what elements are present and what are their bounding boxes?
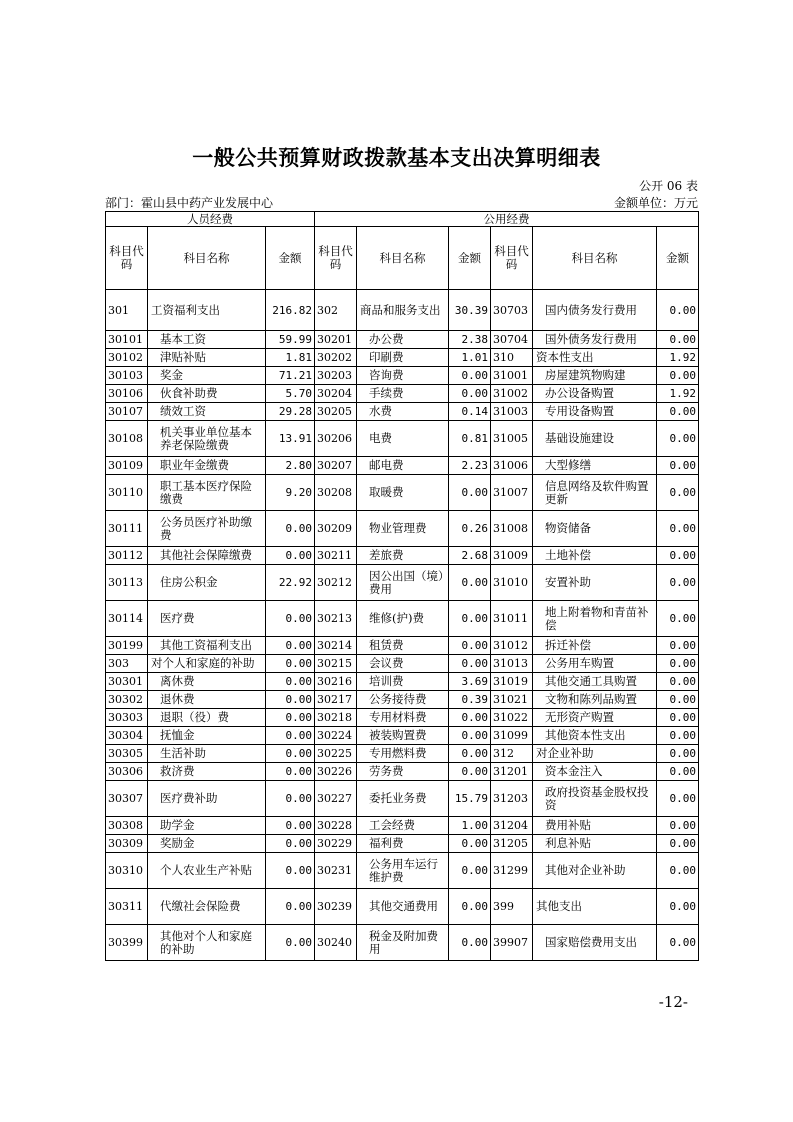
subject-name: 生活补助 <box>148 745 266 763</box>
amount-value: 5.70 <box>266 385 315 403</box>
subject-code: 30216 <box>315 673 357 691</box>
amount-value: 1.00 <box>449 817 491 835</box>
subject-name: 其他支出 <box>533 889 657 925</box>
amount-value: 0.00 <box>657 835 699 853</box>
subject-name: 资本性支出 <box>533 349 657 367</box>
subject-code: 30114 <box>106 601 148 637</box>
amount-value: 0.00 <box>657 367 699 385</box>
subject-code: 31205 <box>491 835 533 853</box>
amount-value: 2.80 <box>266 457 315 475</box>
subject-name: 职工基本医疗保险缴费 <box>148 475 266 511</box>
subject-name: 其他社会保障缴费 <box>148 547 266 565</box>
table-row <box>106 817 699 835</box>
subject-code: 31299 <box>491 853 533 889</box>
subject-name: 办公费 <box>357 331 449 349</box>
subject-code: 30213 <box>315 601 357 637</box>
subject-code: 30308 <box>106 817 148 835</box>
amount-value: 0.00 <box>266 547 315 565</box>
amount-value: 0.00 <box>266 745 315 763</box>
page-title: 一般公共预算财政拨款基本支出决算明细表 <box>192 146 601 170</box>
subject-name: 土地补偿 <box>533 547 657 565</box>
subject-code: 30204 <box>315 385 357 403</box>
subject-code: 31010 <box>491 565 533 601</box>
amount-value: 0.00 <box>657 781 699 817</box>
subject-name: 其他交通工具购置 <box>533 673 657 691</box>
subject-code: 399 <box>491 889 533 925</box>
subject-code: 30310 <box>106 853 148 889</box>
subject-code: 30202 <box>315 349 357 367</box>
department-label: 部门：霍山县中药产业发展中心 <box>105 196 274 210</box>
subject-name: 因公出国（境）费用 <box>357 565 449 601</box>
subject-name: 政府投资基金股权投资 <box>533 781 657 817</box>
subject-code: 30229 <box>315 835 357 853</box>
table-row <box>106 889 699 925</box>
subject-code: 30231 <box>315 853 357 889</box>
amount-value: 0.00 <box>266 835 315 853</box>
subject-name: 文物和陈列品购置 <box>533 691 657 709</box>
subject-name: 利息补贴 <box>533 835 657 853</box>
header-name: 科目名称 <box>533 227 657 290</box>
subject-name: 对企业补助 <box>533 745 657 763</box>
subject-name: 大型修缮 <box>533 457 657 475</box>
subject-code: 31012 <box>491 637 533 655</box>
amount-value: 2.23 <box>449 457 491 475</box>
subject-name: 公务接待费 <box>357 691 449 709</box>
subject-name: 公务用车运行维护费 <box>357 853 449 889</box>
subject-code: 30306 <box>106 763 148 781</box>
subject-code: 30228 <box>315 817 357 835</box>
amount-value: 15.79 <box>449 781 491 817</box>
amount-value: 1.92 <box>657 385 699 403</box>
subject-code: 312 <box>491 745 533 763</box>
amount-value: 0.00 <box>449 385 491 403</box>
amount-value: 2.68 <box>449 547 491 565</box>
subject-name: 退休费 <box>148 691 266 709</box>
subject-name: 地上附着物和青苗补偿 <box>533 601 657 637</box>
subject-code: 30101 <box>106 331 148 349</box>
subject-name: 其他对企业补助 <box>533 853 657 889</box>
subject-code: 30205 <box>315 403 357 421</box>
amount-value: 0.00 <box>657 547 699 565</box>
subject-name: 专用材料费 <box>357 709 449 727</box>
header-code: 科目代码 <box>106 227 148 290</box>
header-code: 科目代码 <box>491 227 533 290</box>
subject-name: 被装购置费 <box>357 727 449 745</box>
subject-name: 医疗费补助 <box>148 781 266 817</box>
table-row <box>106 403 699 421</box>
table-row <box>106 835 699 853</box>
subject-code: 30217 <box>315 691 357 709</box>
subject-name: 医疗费 <box>148 601 266 637</box>
amount-value: 0.00 <box>449 601 491 637</box>
amount-value: 0.00 <box>449 727 491 745</box>
amount-value: 0.00 <box>266 655 315 673</box>
amount-value: 0.00 <box>266 673 315 691</box>
amount-value: 0.00 <box>657 475 699 511</box>
subject-code: 30305 <box>106 745 148 763</box>
subject-name: 维修(护)费 <box>357 601 449 637</box>
amount-value: 0.81 <box>449 421 491 457</box>
subject-code: 31001 <box>491 367 533 385</box>
amount-value: 216.82 <box>266 290 315 331</box>
amount-value: 0.00 <box>266 709 315 727</box>
amount-value: 0.00 <box>449 565 491 601</box>
subject-code: 30240 <box>315 925 357 961</box>
amount-value: 1.92 <box>657 349 699 367</box>
subject-code: 31009 <box>491 547 533 565</box>
subject-name: 工会经费 <box>357 817 449 835</box>
subject-name: 绩效工资 <box>148 403 266 421</box>
subject-name: 培训费 <box>357 673 449 691</box>
subject-name: 无形资产购置 <box>533 709 657 727</box>
table-row <box>106 673 699 691</box>
subject-name: 奖励金 <box>148 835 266 853</box>
header-amount: 金额 <box>266 227 315 290</box>
subject-name: 拆迁补偿 <box>533 637 657 655</box>
subject-code: 30226 <box>315 763 357 781</box>
subject-name: 专用设备购置 <box>533 403 657 421</box>
subject-code: 30215 <box>315 655 357 673</box>
subject-code: 31099 <box>491 727 533 745</box>
subject-name: 租赁费 <box>357 637 449 655</box>
subject-code: 31003 <box>491 403 533 421</box>
subject-code: 31201 <box>491 763 533 781</box>
table-row <box>106 565 699 601</box>
subject-name: 费用补贴 <box>533 817 657 835</box>
subject-code: 31013 <box>491 655 533 673</box>
subject-name: 救济费 <box>148 763 266 781</box>
subject-name: 工资福利支出 <box>148 290 266 331</box>
table-row <box>106 727 699 745</box>
table-row <box>106 349 699 367</box>
amount-value: 0.00 <box>657 727 699 745</box>
subject-code: 30703 <box>491 290 533 331</box>
table-row <box>106 691 699 709</box>
subject-code: 30212 <box>315 565 357 601</box>
subject-name: 其他工资福利支出 <box>148 637 266 655</box>
subject-code: 30111 <box>106 511 148 547</box>
amount-value: 9.20 <box>266 475 315 511</box>
page-number: -12- <box>658 993 688 1011</box>
amount-value: 0.00 <box>449 709 491 727</box>
table-row <box>106 745 699 763</box>
subject-name: 邮电费 <box>357 457 449 475</box>
section-public: 公用经费 <box>315 212 699 227</box>
subject-name: 信息网络及软件购置更新 <box>533 475 657 511</box>
amount-value: 0.00 <box>266 853 315 889</box>
subject-code: 30108 <box>106 421 148 457</box>
table-row <box>106 421 699 457</box>
subject-name: 物业管理费 <box>357 511 449 547</box>
table-row <box>106 853 699 889</box>
amount-value: 0.00 <box>657 763 699 781</box>
header-name: 科目名称 <box>357 227 449 290</box>
amount-value: 0.00 <box>657 403 699 421</box>
header-amount: 金额 <box>657 227 699 290</box>
subject-code: 30107 <box>106 403 148 421</box>
amount-value: 2.38 <box>449 331 491 349</box>
subject-code: 31006 <box>491 457 533 475</box>
header-amount: 金额 <box>449 227 491 290</box>
subject-name: 物资储备 <box>533 511 657 547</box>
subject-name: 商品和服务支出 <box>357 290 449 331</box>
amount-value: 3.69 <box>449 673 491 691</box>
table-row <box>106 475 699 511</box>
subject-code: 30304 <box>106 727 148 745</box>
section-personnel: 人员经费 <box>106 212 315 227</box>
amount-value: 29.28 <box>266 403 315 421</box>
subject-name: 取暖费 <box>357 475 449 511</box>
subject-code: 30214 <box>315 637 357 655</box>
subject-name: 安置补助 <box>533 565 657 601</box>
subject-code: 30208 <box>315 475 357 511</box>
subject-name: 其他对个人和家庭的补助 <box>148 925 266 961</box>
table-row <box>106 781 699 817</box>
subject-code: 31005 <box>491 421 533 457</box>
table-row <box>106 331 699 349</box>
subject-name: 会议费 <box>357 655 449 673</box>
subject-code: 30309 <box>106 835 148 853</box>
subject-name: 奖金 <box>148 367 266 385</box>
subject-name: 离休费 <box>148 673 266 691</box>
amount-value: 0.00 <box>657 853 699 889</box>
subject-code: 39907 <box>491 925 533 961</box>
subject-code: 31019 <box>491 673 533 691</box>
amount-value: 0.00 <box>449 889 491 925</box>
amount-value: 0.00 <box>657 709 699 727</box>
amount-value: 0.00 <box>266 781 315 817</box>
subject-name: 福利费 <box>357 835 449 853</box>
subject-name: 国内债务发行费用 <box>533 290 657 331</box>
subject-name: 机关事业单位基本养老保险缴费 <box>148 421 266 457</box>
subject-name: 劳务费 <box>357 763 449 781</box>
subject-code: 30199 <box>106 637 148 655</box>
subject-code: 30110 <box>106 475 148 511</box>
subject-code: 30227 <box>315 781 357 817</box>
subject-name: 基本工资 <box>148 331 266 349</box>
subject-code: 30201 <box>315 331 357 349</box>
table-row <box>106 637 699 655</box>
amount-value: 0.00 <box>657 889 699 925</box>
table-row <box>106 655 699 673</box>
subject-code: 30106 <box>106 385 148 403</box>
subject-code: 30113 <box>106 565 148 601</box>
table-row <box>106 925 699 961</box>
amount-value: 0.00 <box>657 817 699 835</box>
subject-code: 31007 <box>491 475 533 511</box>
subject-code: 30399 <box>106 925 148 961</box>
amount-value: 13.91 <box>266 421 315 457</box>
subject-code: 30112 <box>106 547 148 565</box>
subject-name: 公务用车购置 <box>533 655 657 673</box>
subject-code: 30218 <box>315 709 357 727</box>
amount-value: 0.14 <box>449 403 491 421</box>
amount-value: 0.00 <box>657 565 699 601</box>
table-number: 公开 06 表 <box>639 179 698 193</box>
amount-value: 0.00 <box>266 637 315 655</box>
table-row <box>106 385 699 403</box>
subject-name: 公务员医疗补助缴费 <box>148 511 266 547</box>
subject-name: 税金及附加费用 <box>357 925 449 961</box>
subject-code: 303 <box>106 655 148 673</box>
subject-code: 30203 <box>315 367 357 385</box>
amount-value: 0.00 <box>449 925 491 961</box>
amount-value: 22.92 <box>266 565 315 601</box>
table-row <box>106 709 699 727</box>
table-row <box>106 367 699 385</box>
amount-value: 0.00 <box>449 745 491 763</box>
subject-code: 301 <box>106 290 148 331</box>
expenditure-table <box>105 211 699 961</box>
amount-value: 0.00 <box>449 475 491 511</box>
amount-value: 1.01 <box>449 349 491 367</box>
subject-code: 30103 <box>106 367 148 385</box>
subject-code: 31011 <box>491 601 533 637</box>
amount-value: 0.00 <box>449 763 491 781</box>
header-name: 科目名称 <box>148 227 266 290</box>
amount-value: 0.00 <box>266 511 315 547</box>
subject-code: 31008 <box>491 511 533 547</box>
subject-name: 差旅费 <box>357 547 449 565</box>
subject-name: 代缴社会保险费 <box>148 889 266 925</box>
amount-value: 0.00 <box>449 655 491 673</box>
subject-code: 30109 <box>106 457 148 475</box>
amount-value: 0.00 <box>657 601 699 637</box>
amount-value: 0.00 <box>449 835 491 853</box>
subject-code: 302 <box>315 290 357 331</box>
subject-name: 津贴补贴 <box>148 349 266 367</box>
amount-value: 59.99 <box>266 331 315 349</box>
amount-value: 0.00 <box>657 421 699 457</box>
amount-value: 0.00 <box>266 889 315 925</box>
table-row <box>106 601 699 637</box>
amount-value: 0.00 <box>266 817 315 835</box>
amount-value: 0.00 <box>657 655 699 673</box>
subject-code: 30311 <box>106 889 148 925</box>
table-row <box>106 457 699 475</box>
subject-code: 31022 <box>491 709 533 727</box>
subject-code: 30207 <box>315 457 357 475</box>
subject-code: 30211 <box>315 547 357 565</box>
table-row <box>106 763 699 781</box>
subject-name: 国家赔偿费用支出 <box>533 925 657 961</box>
subject-name: 国外债务发行费用 <box>533 331 657 349</box>
subject-code: 30301 <box>106 673 148 691</box>
amount-value: 0.00 <box>449 637 491 655</box>
subject-name: 其他交通费用 <box>357 889 449 925</box>
amount-value: 71.21 <box>266 367 315 385</box>
amount-value: 0.00 <box>657 457 699 475</box>
subject-code: 30224 <box>315 727 357 745</box>
subject-code: 31002 <box>491 385 533 403</box>
amount-value: 0.00 <box>266 691 315 709</box>
subject-code: 30704 <box>491 331 533 349</box>
subject-code: 31204 <box>491 817 533 835</box>
subject-code: 30206 <box>315 421 357 457</box>
subject-name: 咨询费 <box>357 367 449 385</box>
table-row <box>106 511 699 547</box>
table-row <box>106 290 699 331</box>
amount-value: 0.00 <box>657 511 699 547</box>
amount-value: 0.00 <box>449 367 491 385</box>
table-row <box>106 547 699 565</box>
subject-name: 水费 <box>357 403 449 421</box>
subject-code: 31203 <box>491 781 533 817</box>
amount-value: 0.00 <box>657 745 699 763</box>
subject-code: 30303 <box>106 709 148 727</box>
subject-code: 30302 <box>106 691 148 709</box>
subject-name: 资本金注入 <box>533 763 657 781</box>
subject-name: 个人农业生产补贴 <box>148 853 266 889</box>
amount-value: 30.39 <box>449 290 491 331</box>
amount-value: 0.00 <box>657 290 699 331</box>
subject-code: 30102 <box>106 349 148 367</box>
amount-value: 0.00 <box>266 763 315 781</box>
amount-value: 0.26 <box>449 511 491 547</box>
amount-value: 0.00 <box>657 691 699 709</box>
amount-value: 0.00 <box>266 727 315 745</box>
subject-name: 其他资本性支出 <box>533 727 657 745</box>
subject-name: 基础设施建设 <box>533 421 657 457</box>
amount-value: 0.00 <box>657 331 699 349</box>
subject-name: 手续费 <box>357 385 449 403</box>
amount-value: 0.00 <box>266 601 315 637</box>
amount-value: 0.39 <box>449 691 491 709</box>
subject-name: 伙食补助费 <box>148 385 266 403</box>
subject-name: 职业年金缴费 <box>148 457 266 475</box>
subject-code: 30225 <box>315 745 357 763</box>
subject-name: 助学金 <box>148 817 266 835</box>
subject-code: 31021 <box>491 691 533 709</box>
subject-name: 住房公积金 <box>148 565 266 601</box>
subject-code: 30307 <box>106 781 148 817</box>
amount-value: 0.00 <box>657 925 699 961</box>
subject-name: 抚恤金 <box>148 727 266 745</box>
subject-name: 专用燃料费 <box>357 745 449 763</box>
subject-name: 房屋建筑物购建 <box>533 367 657 385</box>
amount-value: 0.00 <box>449 853 491 889</box>
subject-code: 30239 <box>315 889 357 925</box>
subject-name: 退职（役）费 <box>148 709 266 727</box>
amount-value: 0.00 <box>657 637 699 655</box>
header-code: 科目代码 <box>315 227 357 290</box>
subject-name: 电费 <box>357 421 449 457</box>
amount-value: 0.00 <box>657 673 699 691</box>
subject-name: 办公设备购置 <box>533 385 657 403</box>
subject-code: 310 <box>491 349 533 367</box>
amount-unit-label: 金额单位：万元 <box>613 196 698 210</box>
subject-code: 30209 <box>315 511 357 547</box>
subject-name: 印刷费 <box>357 349 449 367</box>
amount-value: 0.00 <box>266 925 315 961</box>
subject-name: 委托业务费 <box>357 781 449 817</box>
amount-value: 1.81 <box>266 349 315 367</box>
subject-name: 对个人和家庭的补助 <box>148 655 266 673</box>
